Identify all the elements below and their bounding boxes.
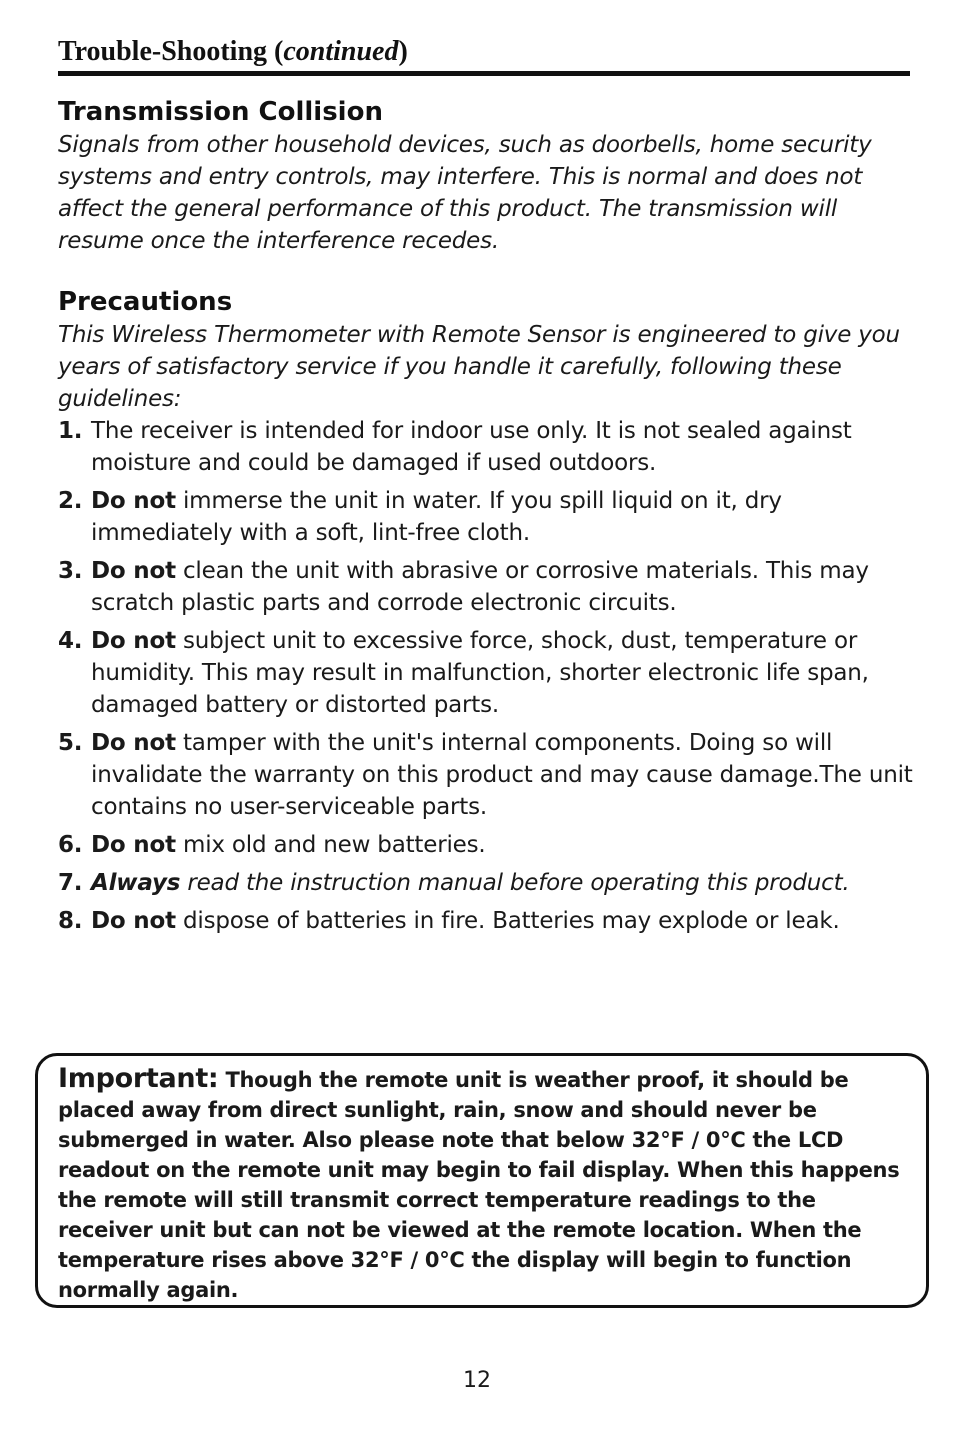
header-title-end: ) bbox=[398, 36, 408, 67]
item-text: mix old and new batteries. bbox=[175, 832, 486, 858]
important-notice-box bbox=[35, 1053, 929, 1308]
precaution-item-5 bbox=[58, 727, 918, 823]
item-lead: Do not bbox=[91, 908, 176, 934]
page-number: 12 bbox=[463, 1368, 491, 1393]
item-number: 4. bbox=[58, 628, 83, 654]
important-notice bbox=[58, 1064, 908, 1305]
transmission-title: Transmission Collision bbox=[58, 97, 383, 127]
precautions-list bbox=[58, 415, 918, 937]
item-text: immerse the unit in water. If you spill liquid on it, dry immediately with a soft, lint-free cloth. bbox=[91, 488, 782, 546]
important-text: Though the remote unit is weather proof, it should be placed away from direct sunlight, rain, snow and should never be submerged in water. Also please note that below 32°F / 0°C the LCD readout on the remote unit may begin to fail display. When this happens the remote will still transmit correct temperature readings to the receiver unit but can not be viewed at the remote location. When the temperature rises above 32°F / 0°C the display will begin to function normally again. bbox=[58, 1068, 900, 1302]
item-lead: Do not bbox=[91, 832, 176, 858]
item-text: The receiver is intended for indoor use only. It is not sealed against moisture and could be damaged if used outdoors. bbox=[91, 418, 852, 476]
header-rule bbox=[58, 71, 910, 76]
item-lead: Always bbox=[91, 870, 181, 896]
precautions-section bbox=[58, 285, 918, 943]
item-text: clean the unit with abrasive or corrosive materials. This may scratch plastic parts and corrode electronic circuits. bbox=[91, 558, 869, 616]
item-number: 2. bbox=[58, 488, 83, 514]
item-number: 8. bbox=[58, 908, 83, 934]
header-title-italic: continued bbox=[283, 36, 399, 67]
precautions-title: Precautions bbox=[58, 287, 233, 317]
precaution-item-3 bbox=[58, 555, 918, 619]
item-number: 6. bbox=[58, 832, 83, 858]
precaution-item-6 bbox=[58, 829, 918, 861]
important-label: Important: bbox=[58, 1063, 219, 1094]
precaution-item-1 bbox=[58, 415, 918, 479]
precaution-item-4 bbox=[58, 625, 918, 721]
item-number: 7. bbox=[58, 870, 83, 896]
precaution-item-2 bbox=[58, 485, 918, 549]
item-lead: Do not bbox=[91, 730, 176, 756]
item-lead: Do not bbox=[91, 488, 176, 514]
item-text: read the instruction manual before operating this product. bbox=[180, 870, 850, 896]
item-text: dispose of batteries in fire. Batteries may explode or leak. bbox=[175, 908, 840, 934]
item-lead: Do not bbox=[91, 628, 176, 654]
item-number: 1. bbox=[58, 418, 83, 444]
item-number: 3. bbox=[58, 558, 83, 584]
header-title: Trouble-Shooting ( bbox=[58, 36, 284, 67]
precaution-item-7 bbox=[58, 867, 918, 899]
precautions-intro: This Wireless Thermometer with Remote Sensor is engineered to give you years of satisfactory service if you handle it carefully, following these guidelines: bbox=[58, 322, 900, 412]
item-text: tamper with the unit's internal components. Doing so will invalidate the warranty on this product and may cause damage.The unit contains no user-serviceable parts. bbox=[91, 730, 913, 820]
item-text: subject unit to excessive force, shock, dust, temperature or humidity. This may result in malfunction, shorter electronic life span, damaged battery or distorted parts. bbox=[91, 628, 869, 718]
transmission-body: Signals from other household devices, such as doorbells, home security systems and entry controls, may interfere. This is normal and does not affect the general performance of this product. The transmission will resume once the interference recedes. bbox=[58, 132, 872, 254]
precaution-item-8 bbox=[58, 905, 918, 937]
item-number: 5. bbox=[58, 730, 83, 756]
transmission-section bbox=[58, 95, 918, 257]
item-lead: Do not bbox=[91, 558, 176, 584]
page-header bbox=[58, 34, 910, 70]
